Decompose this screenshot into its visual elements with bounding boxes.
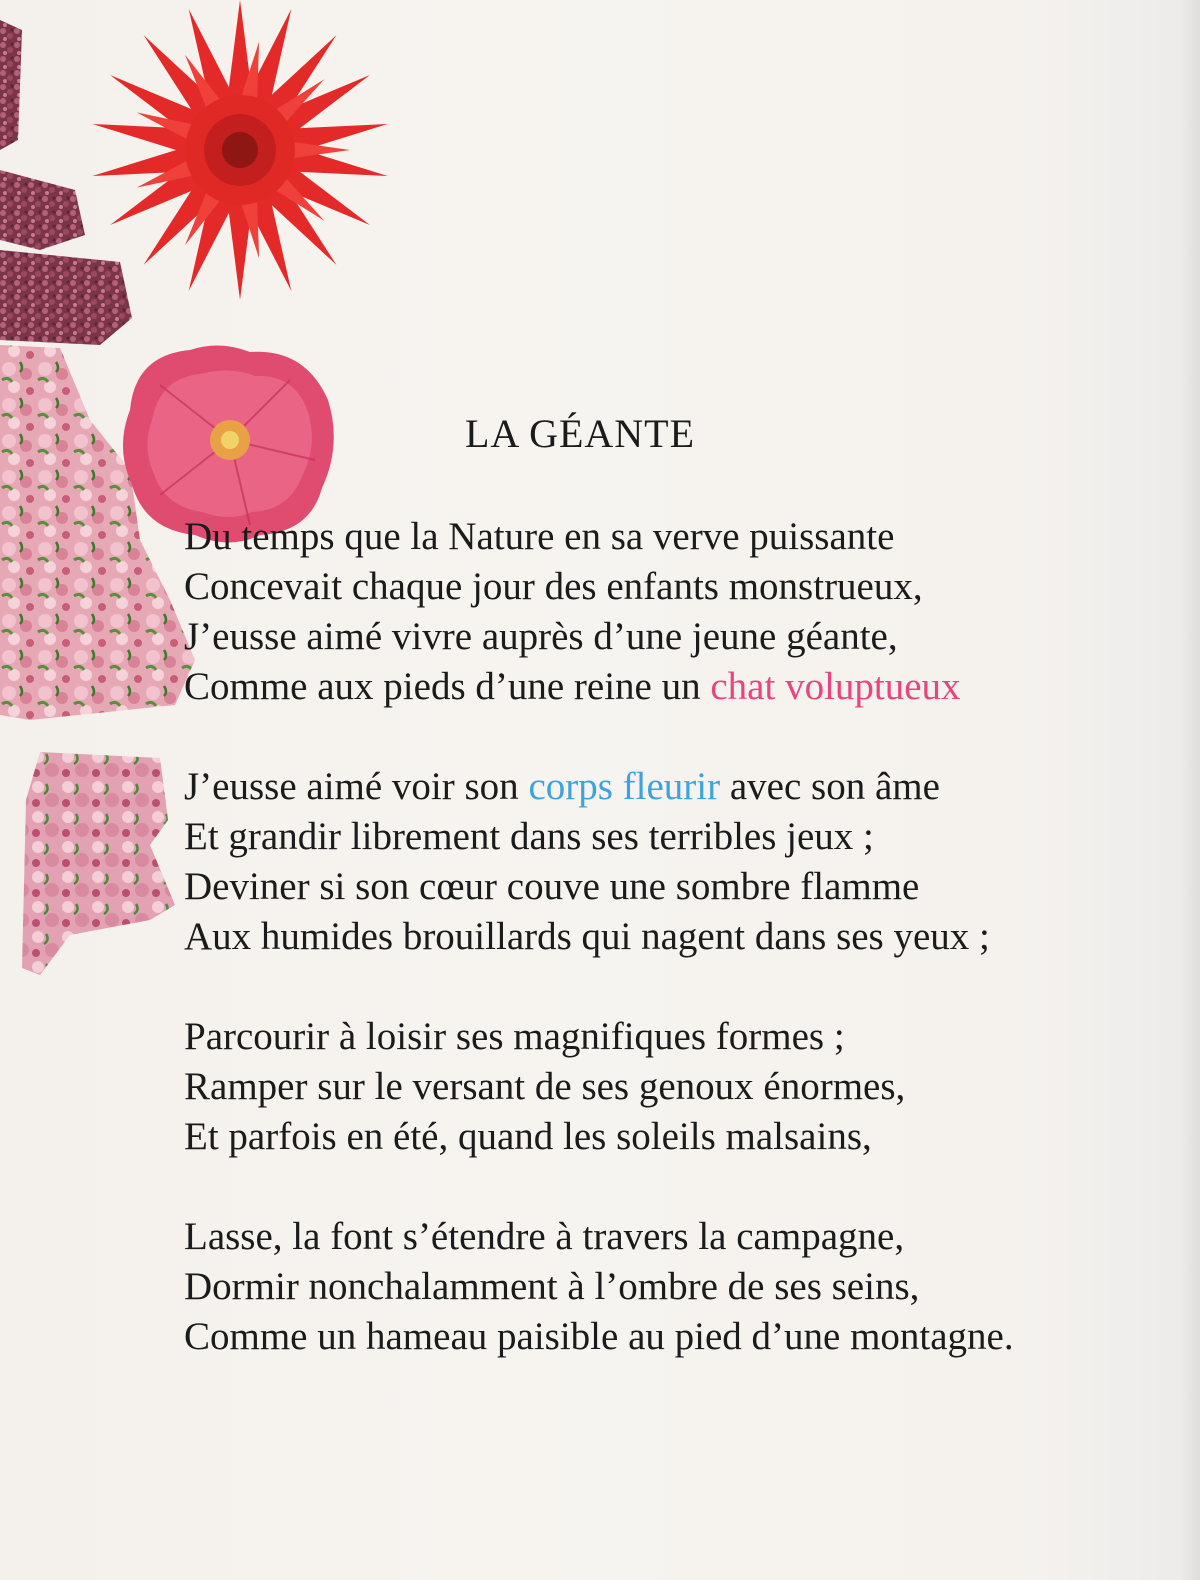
stanza-2 <box>184 762 1164 962</box>
highlight-blue-text: corps fleurir <box>528 765 721 808</box>
poem-line: Aux humides brouillards qui nagent dans ses yeux ; <box>184 915 990 958</box>
poem-line: Du temps que la Nature en sa verve puissante <box>184 515 895 558</box>
poem-body <box>184 512 1164 1362</box>
stanza-1 <box>184 512 1164 712</box>
page-edge-shadow <box>1180 0 1200 1580</box>
poem-line: Ramper sur le versant de ses genoux énormes, <box>184 1065 906 1108</box>
poem-line: Parcourir à loisir ses magnifiques formes ; <box>184 1015 845 1058</box>
poem-title: LA GÉANTE <box>464 411 696 456</box>
poem-line: Comme un hameau paisible au pied d’une montagne. <box>184 1315 1014 1358</box>
stanza-4 <box>184 1212 1164 1362</box>
poem-line: Et grandir librement dans ses terribles jeux ; <box>184 815 874 858</box>
poem-line: Deviner si son cœur couve une sombre flamme <box>184 865 920 908</box>
poem-line: Lasse, la font s’étendre à travers la campagne, <box>184 1215 905 1258</box>
mauve-lilac-cutouts <box>0 20 132 345</box>
line-text: J’eusse aimé voir son <box>184 765 529 808</box>
highlight-pink-text: chat voluptueux <box>710 665 961 708</box>
poem-line <box>184 762 1164 812</box>
poem-line: J’eusse aimé vivre auprès d’une jeune géante, <box>184 615 898 658</box>
red-dahlia-flower <box>90 0 390 300</box>
poem-line: Et parfois en été, quand les soleils malsains, <box>184 1115 872 1158</box>
poem-line: Dormir nonchalamment à l’ombre de ses seins, <box>184 1265 920 1308</box>
stanza-3 <box>184 1012 1164 1162</box>
poem-line <box>184 662 1164 712</box>
line-text: avec son âme <box>720 765 940 808</box>
poem-line: Concevait chaque jour des enfants monstrueux, <box>184 565 923 608</box>
line-text: Comme aux pieds d’une reine un <box>184 665 711 708</box>
